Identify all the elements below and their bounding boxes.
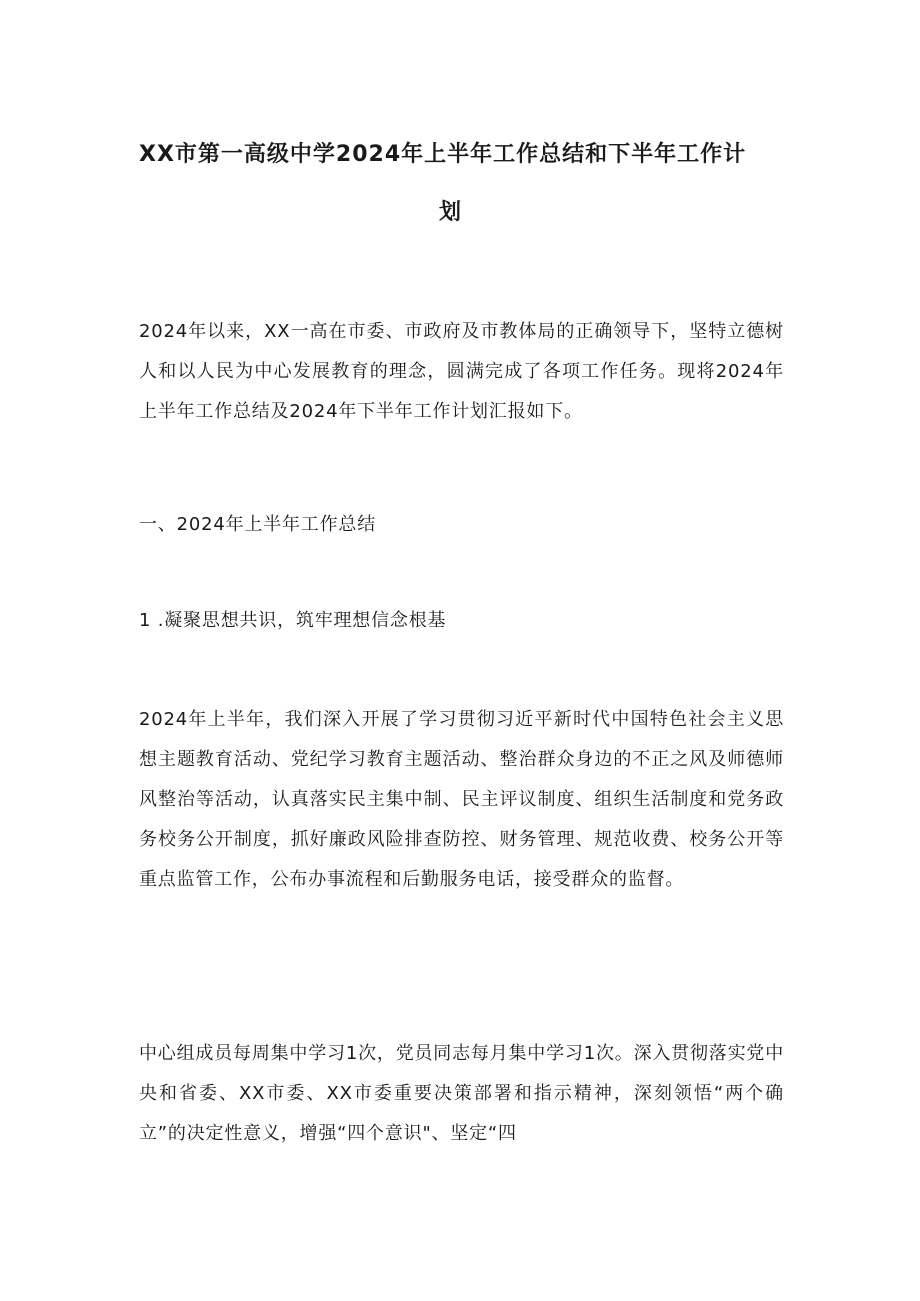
- intro-paragraph: 2024年以来，XX一高在市委、市政府及市教体局的正确领导下，坚特立德树人和以人民为中心发展教育的理念，圆满完成了各项工作任务。现将2024年上半年工作总结及2024年下半年工作计划汇报如下。: [139, 321, 784, 422]
- body-paragraph: 2024年上半年，我们深入开展了学习贯彻习近平新时代中国特色社会主义思想主题教育活动、党纪学习教育主题活动、整治群众身边的不正之风及师德师风整治等活动，认真落实民主集中制、民主评议制度、组织生活制度和党务政务校务公开制度，抓好廉政风险排查防控、财务管理、规范收费、校务公开等重点监管工作，公布办事流程和后勤服务电话，接受群众的监督。: [139, 709, 784, 890]
- document-title: XX市第一高级中学2024年上半年工作总结和下半年工作计: [139, 142, 747, 167]
- document-title-continued: 划: [439, 200, 462, 225]
- section-heading: 一、2024年上半年工作总结: [139, 514, 377, 535]
- subsection-heading: 1 .凝聚思想共识，筑牢理想信念根基: [139, 610, 447, 631]
- body-paragraph: 中心组成员每周集中学习1次，党员同志每月集中学习1次。深入贯彻落实党中央和省委、XX市委、XX市委重要决策部署和指示精神，深刻领悟“两个确立”的决定性意义，增强“四个意识"、坚定“四: [139, 1043, 784, 1144]
